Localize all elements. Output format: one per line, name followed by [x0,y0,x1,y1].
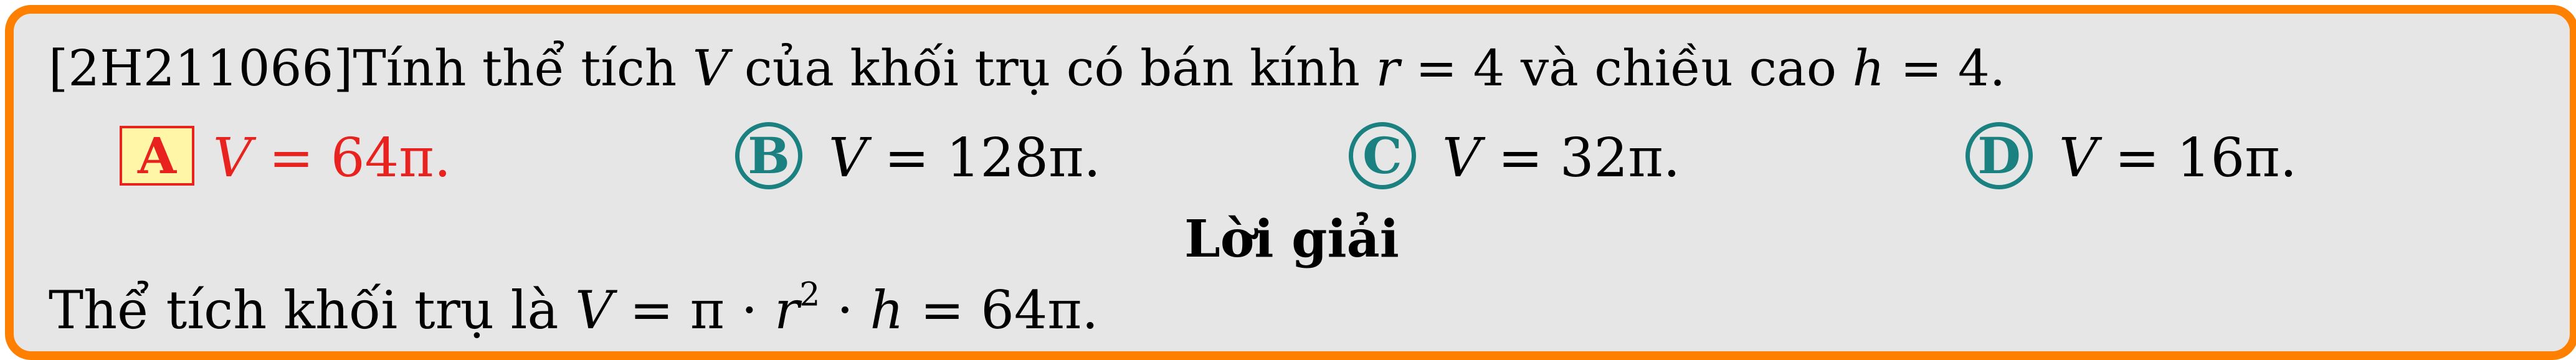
choice-d-answer: V = 16π. [2059,127,2298,189]
choice-c-answer: V = 32π. [1442,127,1681,189]
choice-a-letter-box[interactable]: A [120,126,194,186]
choice-d-letter-circle[interactable]: D [1965,122,2033,189]
question-card [5,5,2576,360]
choice-c-letter-circle[interactable]: C [1349,122,1416,189]
question-code: [2H211066] [49,39,353,97]
choice-b-answer: V = 128π. [829,127,1101,189]
question-text: [2H211066]Tính thể tích V của khối trụ có bán kính r = 4 và chiều cao h = 4. [49,39,2006,97]
solution-title: Lời giải [1184,209,1399,269]
exponent: 2 [799,276,820,314]
choice-a-answer: V = 64π. [213,127,452,189]
choice-b-letter-circle[interactable]: B [735,122,802,189]
solution-text: Thể tích khối trụ là $V = \pi \cdot r^2 \cdot h = 64\pi$. [49,276,1099,341]
